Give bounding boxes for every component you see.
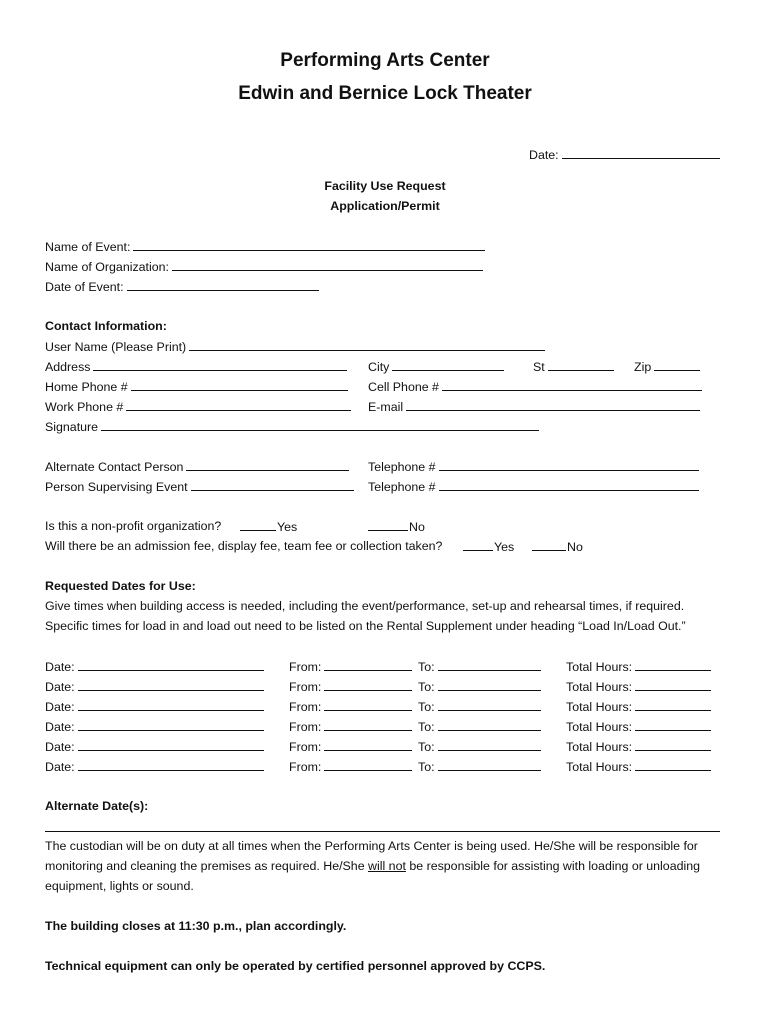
fee-question: Will there be an admission fee, display fee, team fee or collection taken?: [45, 539, 443, 553]
date-row-to-field[interactable]: [418, 678, 541, 695]
date-row-from-line[interactable]: [324, 658, 412, 671]
date-row-from-line[interactable]: [324, 738, 412, 751]
email-field[interactable]: [368, 398, 700, 415]
date-row-date-line[interactable]: [78, 718, 264, 731]
user-name-line[interactable]: [189, 338, 545, 351]
organization-line[interactable]: [172, 258, 483, 271]
home-phone-label: Home Phone #: [45, 380, 128, 394]
cell-phone-line[interactable]: [442, 378, 702, 391]
date-row-total-label: Total Hours:: [566, 660, 633, 674]
date-row-to-label: To:: [418, 680, 435, 694]
date-row-to-line[interactable]: [438, 678, 541, 691]
fee-yes-label: Yes: [494, 540, 515, 554]
date-row-total-label: Total Hours:: [566, 680, 633, 694]
date-row-to-line[interactable]: [438, 758, 541, 771]
state-line[interactable]: [548, 358, 614, 371]
event-name-field[interactable]: [45, 238, 485, 255]
date-row-from-label: From:: [289, 680, 322, 694]
date-row-to-field[interactable]: [418, 718, 541, 735]
fee-no-line[interactable]: [532, 538, 566, 551]
date-row-from-line[interactable]: [324, 698, 412, 711]
equipment-notice: Technical equipment can only be operated by certified personnel approved by CCPS.: [45, 959, 546, 973]
supervisor-telephone-label: Telephone #: [368, 480, 436, 494]
alternate-dates-heading: Alternate Date(s):: [45, 799, 149, 813]
date-row-to-label: To:: [418, 760, 435, 774]
date-row-from-label: From:: [289, 760, 322, 774]
user-name-label: User Name (Please Print): [45, 340, 187, 354]
dates-instructions-2: Specific times for load in and load out need to be listed on the Rental Supplement under heading “Load In/Load Out.”: [45, 619, 686, 633]
date-row-date-field[interactable]: [45, 738, 264, 755]
zip-line[interactable]: [654, 358, 700, 371]
requested-dates-heading: Requested Dates for Use:: [45, 579, 196, 593]
date-row-date-line[interactable]: [78, 738, 264, 751]
alt-contact-line[interactable]: [186, 458, 349, 471]
date-row-total-line[interactable]: [635, 678, 711, 691]
date-row-total-line[interactable]: [635, 738, 711, 751]
city-line[interactable]: [392, 358, 504, 371]
date-row-to-line[interactable]: [438, 718, 541, 731]
nonprofit-question: Is this a non-profit organization?: [45, 519, 222, 533]
date-row-date-label: Date:: [45, 740, 75, 754]
fee-no-option[interactable]: [532, 538, 583, 555]
zip-label: Zip: [634, 360, 652, 374]
date-row-date-field[interactable]: [45, 718, 264, 735]
signature-line[interactable]: [101, 418, 539, 431]
address-label: Address: [45, 360, 91, 374]
fee-no-label: No: [567, 540, 583, 554]
date-row-to-field[interactable]: [418, 738, 541, 755]
date-row-date-line[interactable]: [78, 698, 264, 711]
event-name-line[interactable]: [133, 238, 485, 251]
date-row-from-field[interactable]: [289, 758, 412, 775]
date-row-to-line[interactable]: [438, 738, 541, 751]
date-row-total-field[interactable]: [566, 738, 711, 755]
date-row-date-field[interactable]: [45, 678, 264, 695]
date-row-to-field[interactable]: [418, 698, 541, 715]
custodian-line-2: [45, 858, 700, 874]
date-row-date-field[interactable]: [45, 658, 264, 675]
cell-phone-field[interactable]: [368, 378, 702, 395]
date-row-to-line[interactable]: [438, 658, 541, 671]
signature-label: Signature: [45, 420, 99, 434]
work-phone-label: Work Phone #: [45, 400, 124, 414]
user-name-field[interactable]: [45, 338, 545, 355]
date-row-to-label: To:: [418, 720, 435, 734]
date-row-from-field[interactable]: [289, 658, 412, 675]
email-line[interactable]: [406, 398, 700, 411]
date-row-date-label: Date:: [45, 660, 75, 674]
event-date-label: Date of Event:: [45, 280, 124, 294]
form-title-1: Facility Use Request: [324, 179, 446, 193]
event-date-field[interactable]: [45, 278, 319, 295]
date-row-total-field[interactable]: [566, 758, 711, 775]
date-row-total-line[interactable]: [635, 658, 711, 671]
date-row-to-label: To:: [418, 660, 435, 674]
date-row-to-field[interactable]: [418, 758, 541, 775]
custodian-line-2-end: be responsible for assisting with loading or unloading: [405, 859, 701, 873]
cell-phone-label: Cell Phone #: [368, 380, 439, 394]
custodian-line-3: equipment, lights or sound.: [45, 879, 194, 893]
nonprofit-yes-line[interactable]: [240, 518, 276, 531]
date-row-total-field[interactable]: [566, 698, 711, 715]
date-row-from-field[interactable]: [289, 698, 412, 715]
closing-notice: The building closes at 11:30 p.m., plan accordingly.: [45, 919, 347, 933]
date-row-from-line[interactable]: [324, 758, 412, 771]
title-line-1: Performing Arts Center: [280, 50, 490, 71]
alt-telephone-line[interactable]: [439, 458, 699, 471]
date-row-to-label: To:: [418, 740, 435, 754]
supervisor-telephone-line[interactable]: [439, 478, 699, 491]
fee-yes-line[interactable]: [463, 538, 493, 551]
nonprofit-no-label: No: [409, 520, 425, 534]
alt-contact-field[interactable]: [45, 458, 349, 475]
date-label: Date:: [529, 148, 559, 162]
will-not-emphasis: will not: [368, 859, 406, 873]
date-field[interactable]: [529, 146, 720, 163]
email-label: E-mail: [368, 400, 404, 414]
supervisor-telephone-field[interactable]: [368, 478, 699, 495]
alt-telephone-field[interactable]: [368, 458, 699, 475]
date-row-from-field[interactable]: [289, 678, 412, 695]
date-row-date-line[interactable]: [78, 658, 264, 671]
date-row-from-line[interactable]: [324, 678, 412, 691]
date-row-date-label: Date:: [45, 680, 75, 694]
supervisor-line[interactable]: [191, 478, 354, 491]
date-row-to-label: To:: [418, 700, 435, 714]
date-row-from-field[interactable]: [289, 718, 412, 735]
date-row-total-line[interactable]: [635, 718, 711, 731]
date-row-from-label: From:: [289, 660, 322, 674]
date-row-date-field[interactable]: [45, 698, 264, 715]
custodian-line-1: The custodian will be on duty at all times when the Performing Arts Center is being used. He/She will be responsible for: [45, 839, 698, 853]
date-row-to-field[interactable]: [418, 658, 541, 675]
date-row-total-field[interactable]: [566, 658, 711, 675]
date-row-date-label: Date:: [45, 760, 75, 774]
state-field[interactable]: [533, 358, 614, 375]
date-row-total-label: Total Hours:: [566, 760, 633, 774]
date-row-total-label: Total Hours:: [566, 700, 633, 714]
nonprofit-no-option[interactable]: [368, 518, 425, 535]
supervisor-field[interactable]: [45, 478, 354, 495]
fee-yes-option[interactable]: [463, 538, 514, 555]
nonprofit-no-line[interactable]: [368, 518, 408, 531]
work-phone-line[interactable]: [126, 398, 351, 411]
date-row-total-label: Total Hours:: [566, 740, 633, 754]
organization-label: Name of Organization:: [45, 260, 169, 274]
date-row-date-label: Date:: [45, 720, 75, 734]
date-line[interactable]: [562, 146, 720, 159]
event-date-line[interactable]: [127, 278, 319, 291]
supervisor-label: Person Supervising Event: [45, 480, 188, 494]
zip-field[interactable]: [634, 358, 700, 375]
date-row-from-label: From:: [289, 700, 322, 714]
date-row-from-label: From:: [289, 740, 322, 754]
alt-contact-label: Alternate Contact Person: [45, 460, 184, 474]
date-row-total-line[interactable]: [635, 698, 711, 711]
alt-telephone-label: Telephone #: [368, 460, 436, 474]
date-row-date-line[interactable]: [78, 678, 264, 691]
organization-field[interactable]: [45, 258, 483, 275]
nonprofit-yes-option[interactable]: [240, 518, 297, 535]
date-row-from-field[interactable]: [289, 738, 412, 755]
address-line[interactable]: [93, 358, 347, 371]
date-row-date-label: Date:: [45, 700, 75, 714]
date-row-from-label: From:: [289, 720, 322, 734]
city-label: City: [368, 360, 390, 374]
date-row-to-line[interactable]: [438, 698, 541, 711]
alternate-dates-line[interactable]: [45, 831, 720, 832]
date-row-total-line[interactable]: [635, 758, 711, 771]
contact-heading: Contact Information:: [45, 319, 167, 333]
city-field[interactable]: [368, 358, 504, 375]
date-row-total-field[interactable]: [566, 678, 711, 695]
dates-instructions-1: Give times when building access is needed, including the event/performance, set-up and rehearsal times, if required.: [45, 599, 685, 613]
state-label: St: [533, 360, 545, 374]
home-phone-line[interactable]: [131, 378, 348, 391]
address-field[interactable]: [45, 358, 347, 375]
signature-field[interactable]: [45, 418, 539, 435]
date-row-total-label: Total Hours:: [566, 720, 633, 734]
work-phone-field[interactable]: [45, 398, 351, 415]
date-row-from-line[interactable]: [324, 718, 412, 731]
event-name-label: Name of Event:: [45, 240, 131, 254]
date-row-date-field[interactable]: [45, 758, 264, 775]
date-row-date-line[interactable]: [78, 758, 264, 771]
custodian-line-2-start: monitoring and cleaning the premises as required. He/She: [45, 859, 369, 873]
home-phone-field[interactable]: [45, 378, 348, 395]
date-row-total-field[interactable]: [566, 718, 711, 735]
nonprofit-yes-label: Yes: [277, 520, 298, 534]
title-line-2: Edwin and Bernice Lock Theater: [238, 83, 532, 104]
form-title-2: Application/Permit: [330, 199, 440, 213]
